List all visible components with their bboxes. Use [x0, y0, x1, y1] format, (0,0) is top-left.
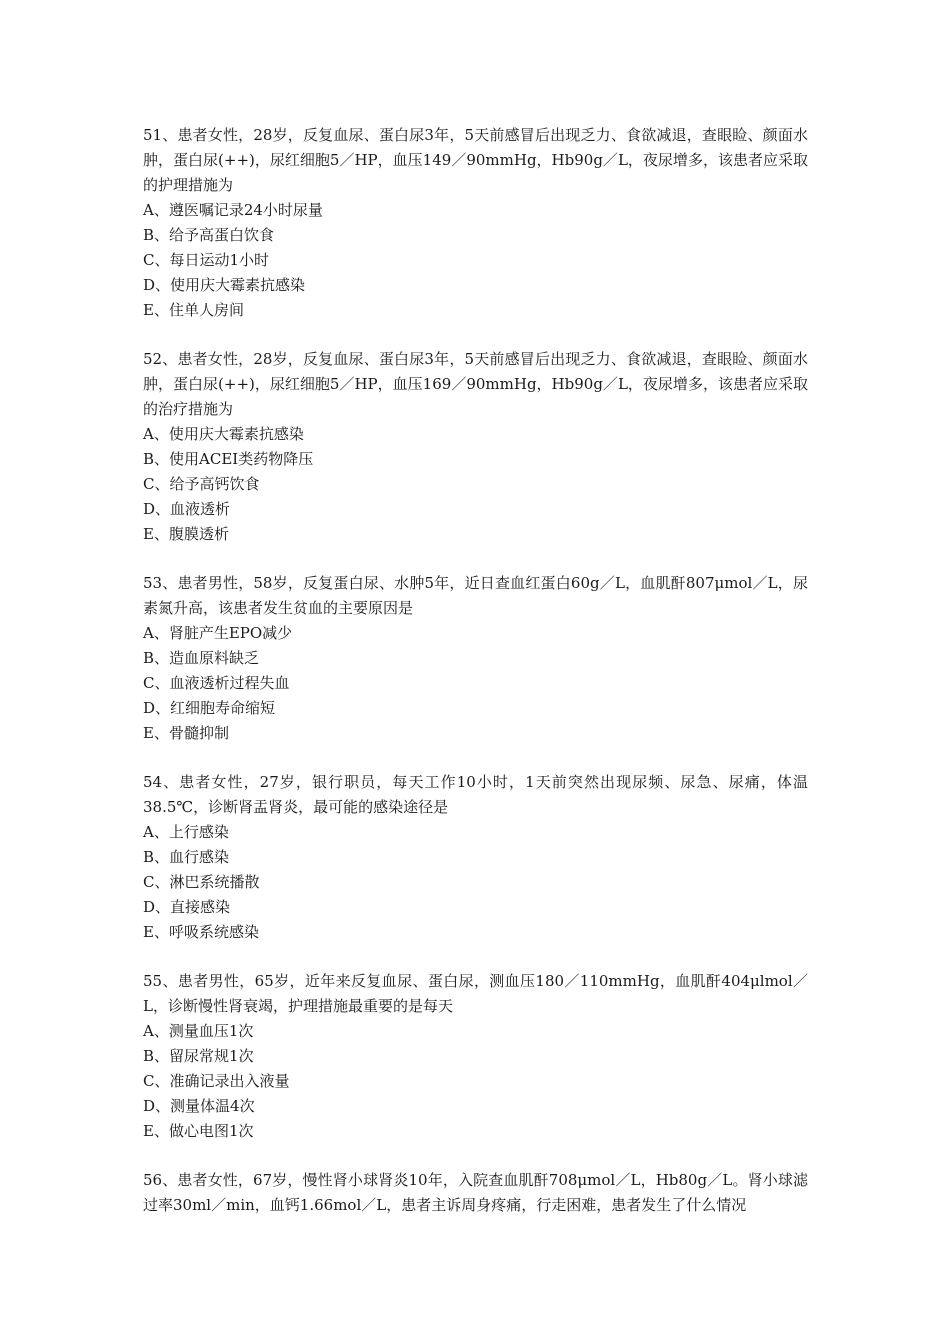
option-d: D、测量体温4次 — [143, 1097, 255, 1115]
option-e: E、做心电图1次 — [143, 1122, 254, 1140]
option-e: E、骨髓抑制 — [143, 724, 229, 742]
option-a: A、使用庆大霉素抗感染 — [143, 425, 304, 443]
option-c: C、准确记录出入液量 — [143, 1072, 290, 1090]
option-a: A、测量血压1次 — [143, 1022, 254, 1040]
option-b: B、留尿常规1次 — [143, 1047, 254, 1065]
option-a: A、遵医嘱记录24小时尿量 — [143, 201, 323, 219]
option-d: D、血液透析 — [143, 500, 231, 518]
option-a: A、上行感染 — [143, 823, 229, 841]
option-d: D、直接感染 — [143, 898, 231, 916]
question-stem: 53、患者男性，58岁，反复蛋白尿、水肿5年，近日查血红蛋白60g／L，血肌酐807μmol／L，尿素氮升高，该患者发生贫血的主要原因是 — [143, 574, 808, 617]
option-d: D、红细胞寿命缩短 — [143, 699, 276, 717]
question-stem: 51、患者女性，28岁，反复血尿、蛋白尿3年，5天前感冒后出现乏力、食欲减退，查眼睑、颜面水肿，蛋白尿(++)，尿红细胞5／HP，血压149／90mmHg，Hb90g／L，夜尿增多，该患者应采取的护理措施为 — [143, 126, 808, 194]
question-stem: 56、患者女性，67岁，慢性肾小球肾炎10年，入院查血肌酐708μmol／L，Hb80g／L。肾小球滤过率30ml／min，血钙1.66mol／L，患者主诉周身疼痛，行走困难，患者发生了什么情况 — [143, 1171, 808, 1214]
question-stem: 55、患者男性，65岁，近年来反复血尿、蛋白尿，测血压180／110mmHg，血肌酐404μlmol／L，诊断慢性肾衰竭，护理措施最重要的是每天 — [143, 972, 808, 1015]
question-55 — [143, 969, 808, 1144]
question-52 — [143, 347, 808, 547]
option-b: B、使用ACEI类药物降压 — [143, 450, 314, 468]
option-e: E、住单人房间 — [143, 301, 244, 319]
question-54 — [143, 770, 808, 945]
question-56 — [143, 1168, 808, 1218]
option-a: A、肾脏产生EPO减少 — [143, 624, 293, 642]
question-51 — [143, 123, 808, 323]
option-b: B、造血原料缺乏 — [143, 649, 260, 667]
option-e: E、腹膜透析 — [143, 525, 229, 543]
question-stem: 54、患者女性，27岁，银行职员，每天工作10小时，1天前突然出现尿频、尿急、尿痛，体温38.5℃，诊断肾盂肾炎，最可能的感染途径是 — [143, 773, 808, 816]
option-b: B、血行感染 — [143, 848, 230, 866]
option-d: D、使用庆大霉素抗感染 — [143, 276, 306, 294]
option-c: C、血液透析过程失血 — [143, 674, 290, 692]
option-b: B、给予高蛋白饮食 — [143, 226, 275, 244]
option-c: C、淋巴系统播散 — [143, 873, 260, 891]
option-c: C、给予高钙饮食 — [143, 475, 260, 493]
question-stem: 52、患者女性，28岁，反复血尿、蛋白尿3年，5天前感冒后出现乏力、食欲减退，查眼睑、颜面水肿，蛋白尿(++)，尿红细胞5／HP，血压169／90mmHg，Hb90g／L，夜尿增多，该患者应采取的治疗措施为 — [143, 350, 808, 418]
option-e: E、呼吸系统感染 — [143, 923, 259, 941]
question-53 — [143, 571, 808, 746]
option-c: C、每日运动1小时 — [143, 251, 270, 269]
